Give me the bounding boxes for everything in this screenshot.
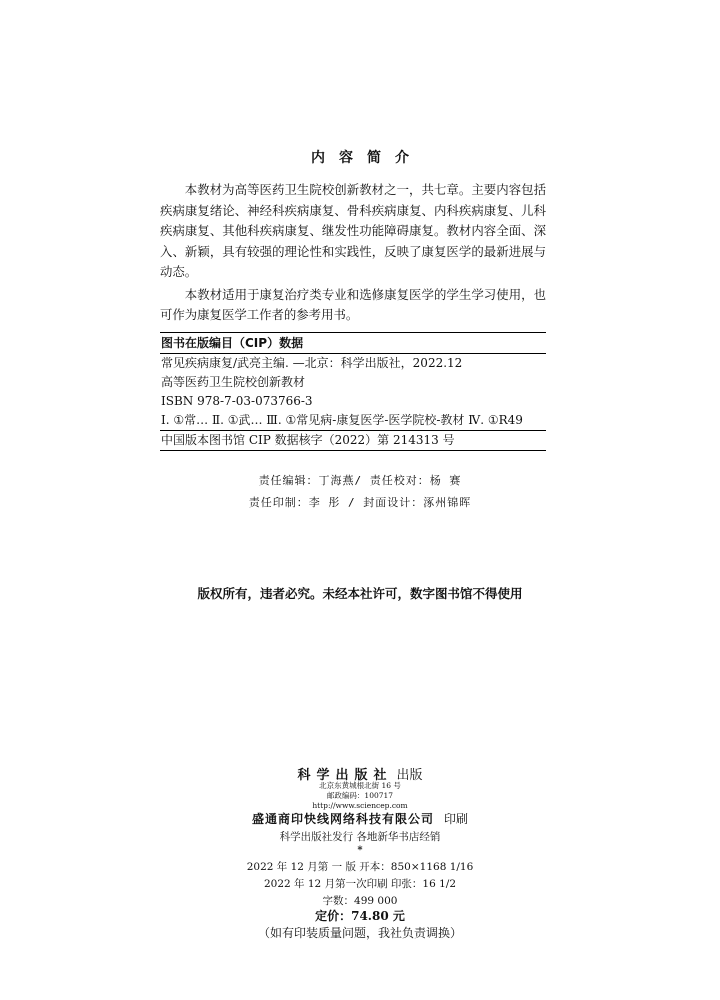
printing-line: 2022 年 12 月第一次印刷 印张：16 1/2 [263, 878, 457, 890]
editor-credits: 责任编辑：丁海燕/ 责任校对：杨 赛 [258, 474, 462, 487]
summary-body [160, 180, 546, 328]
distribution-line: 科学出版社发行 各地新华书店经销 [279, 831, 441, 843]
printer-name: 盛通商印快线网络科技有限公司 [251, 812, 434, 826]
publisher-zip: 邮政编码：100717 [326, 791, 394, 800]
publisher-url: http://www.sciencep.com [312, 801, 408, 810]
publisher-name: 科学出版社 [297, 768, 393, 783]
summary-paragraph: 本教材为高等医药卫生院校创新教材之一，共七章。主要内容包括疾病康复绪论、神经科疾病康复、骨科疾病康复、内科疾病康复、儿科疾病康复、其他科疾病康复、继发性功能障碍康复。教材内容全面、深入、新颖，具有较强的理论性和实践性，反映了康复医学的最新进展与动态。 [160, 182, 546, 279]
word-count: 字数：499 000 [322, 895, 398, 907]
summary-title: 内容简介 [311, 150, 423, 166]
separator-asterisk: * [357, 845, 363, 856]
cip-line: Ⅰ. ①常… Ⅱ. ①武… Ⅲ. ①常见病-康复医学-医学院校-教材 Ⅳ. ①R49 [161, 413, 523, 427]
production-credits: 责任印制：李 彤 / 封面设计：涿州锦晖 [248, 496, 472, 509]
cip-heading: 图书在版编目（CIP）数据 [161, 336, 304, 350]
price: 定价：74.80 元 [315, 909, 405, 923]
cip-block [160, 332, 546, 451]
cip-record: 中国版本图书馆 CIP 数据核字（2022）第 214313 号 [160, 430, 546, 450]
cip-line: ISBN 978-7-03-073766-3 [161, 394, 313, 408]
publisher-suffix: 出版 [396, 768, 423, 783]
rights-notice: 版权所有，违者必究。未经本社许可，数字图书馆不得使用 [197, 586, 523, 601]
edition-line: 2022 年 12 月第 一 版 开本：850×1168 1/16 [246, 861, 474, 873]
printer-suffix: 印刷 [444, 812, 469, 826]
quality-notice: （如有印装质量问题，我社负责调换） [257, 926, 462, 940]
cip-line: 常见疾病康复/武亮主编. —北京：科学出版社，2022.12 [160, 353, 546, 373]
publisher-address: 北京东黄城根北街 16 号 [319, 781, 401, 790]
cip-line: 高等医药卫生院校创新教材 [161, 375, 306, 389]
summary-paragraph: 本教材适用于康复治疗类专业和选修康复医学的学生学习使用，也可作为康复医学工作者的参考用书。 [160, 286, 546, 322]
printer-line [0, 810, 720, 827]
